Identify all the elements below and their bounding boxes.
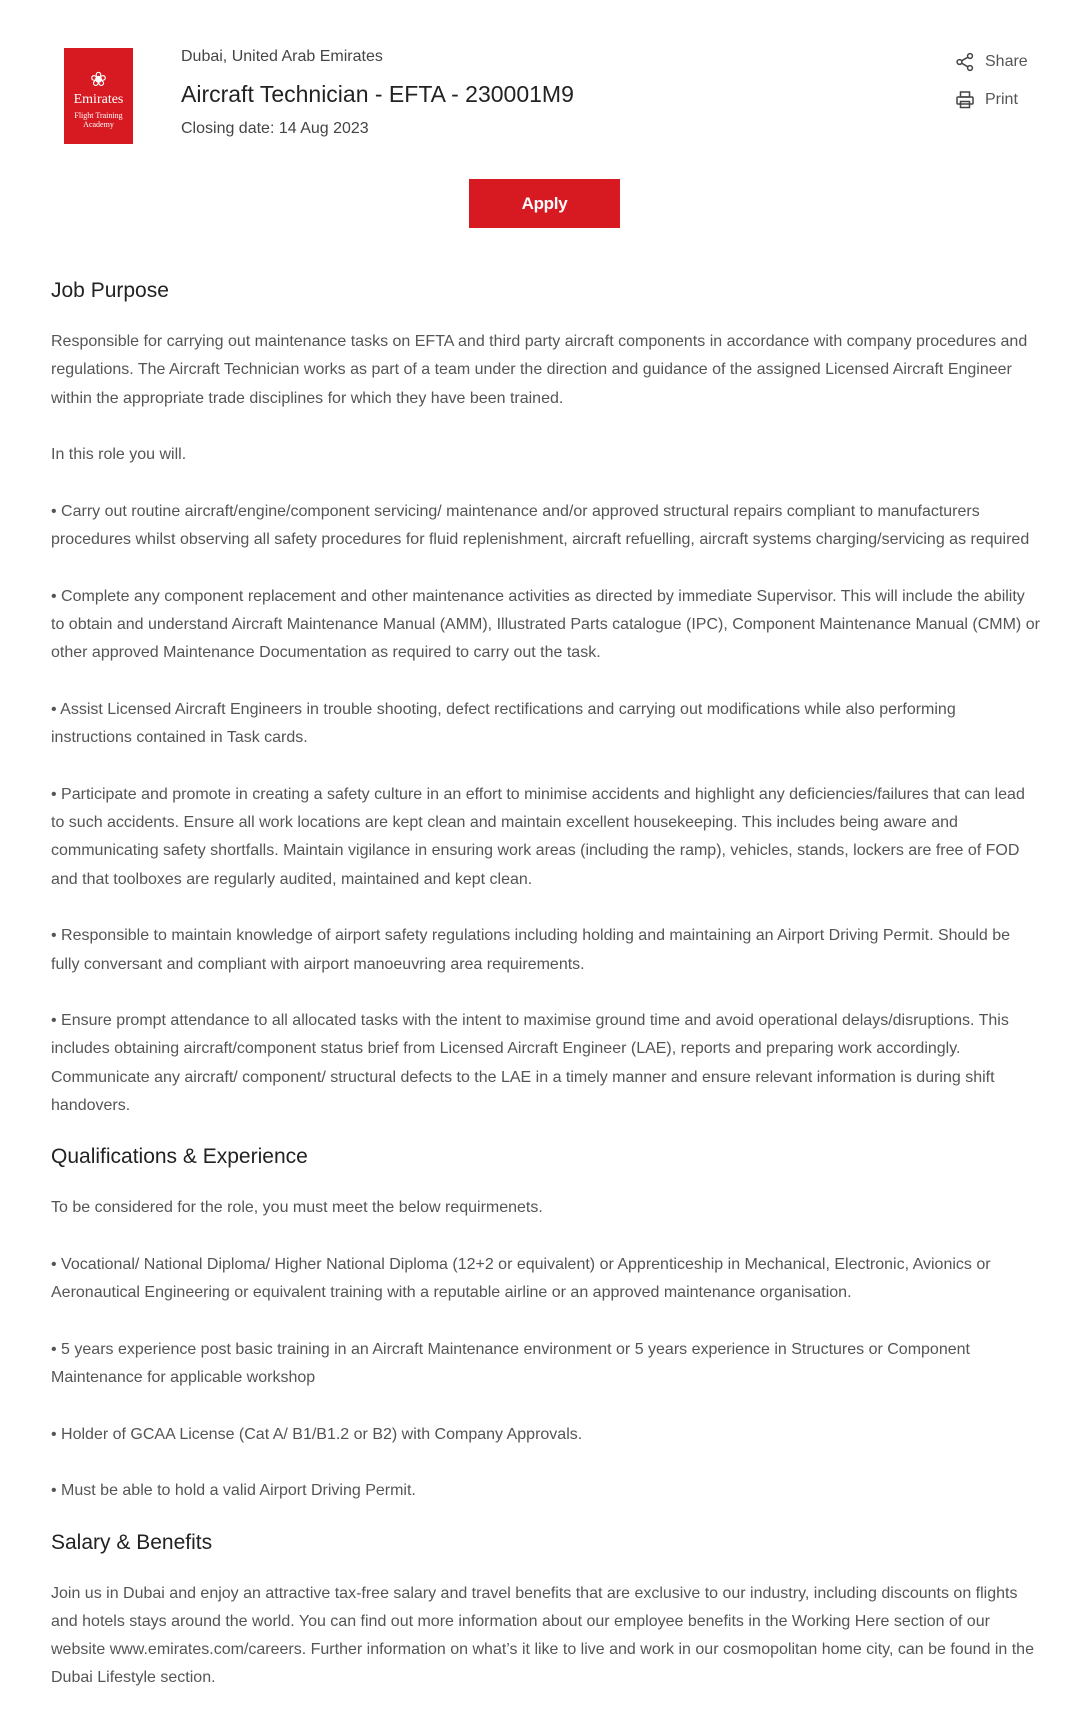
job-purpose-heading: Job Purpose (51, 279, 169, 302)
job-description (51, 270, 1041, 1693)
role-lead-text: In this role you will. (51, 446, 187, 464)
logo-sub-line2: Academy (83, 120, 114, 129)
qualification-item: • Holder of GCAA License (Cat A/ B1/B1.2 or B2) with Company Approvals. (51, 1425, 583, 1443)
salary-text: Join us in Dubai and enjoy an attractive tax-free salary and travel benefits that are exclusive to our industry, including discounts on flights and hotels stays around the world. You can find out more information about our employee benefits in the Working Here section of our website www.emirates.com/careers. Further information on what’s it like to live and work in our cosmopolitan home city, can be found in the Dubai Lifestyle section. (51, 1584, 1034, 1687)
qualification-item: • Vocational/ National Diploma/ Higher National Diploma (12+2 or equivalent) or Apprenticeship in Mechanical, Electronic, Avionics or Aeronautical Engineering or equivalent training with a reputable airline or an approved maintenance organisation. (51, 1255, 991, 1302)
logo-brand: Emirates (73, 92, 124, 107)
qualification-item: • 5 years experience post basic training in an Aircraft Maintenance environment or 5 years experience in Structures or Component Maintenance for applicable workshop (51, 1340, 970, 1387)
share-icon (955, 52, 975, 72)
responsibility-item: • Participate and promote in creating a safety culture in an effort to minimise accidents and highlight any deficiencies/failures that can lead to such accidents. Ensure all work locations are kept clean and maintain excellent housekeeping. This includes being aware and communicating safety shortfalls. Maintain vigilance in ensuring work areas (including the ramp), vehicles, stands, lockers are free of FOD and that toolboxes are regularly audited, maintained and kept clean. (51, 785, 1025, 888)
print-label: Print (985, 91, 1018, 108)
share-button[interactable] (955, 52, 1028, 72)
qualification-item: • Must be able to hold a valid Airport Driving Permit. (51, 1482, 416, 1500)
share-label: Share (985, 53, 1028, 70)
responsibility-item: • Carry out routine aircraft/engine/component servicing/ maintenance and/or approved structural repairs compliant to manufacturers procedures whilst observing all safety procedures for fluid replenishment, aircraft refuelling, aircraft systems charging/servicing as required (51, 502, 1030, 549)
logo-sub-line1: Flight Training (74, 111, 123, 120)
responsibility-item: • Complete any component replacement and other maintenance activities as directed by immediate Supervisor. This will include the ability to obtain and understand Aircraft Maintenance Manual (AMM), Illustrated Parts catalogue (IPC), Component Maintenance Manual (CMM) or other approved Maintenance Documentation as required to carry out the task. (51, 587, 1040, 662)
job-location: Dubai, United Arab Emirates (181, 48, 383, 65)
salary-heading: Salary & Benefits (51, 1530, 213, 1554)
job-title: Aircraft Technician - EFTA - 230001M9 (181, 81, 574, 107)
print-button[interactable] (955, 90, 1018, 110)
responsibility-item: • Assist Licensed Aircraft Engineers in trouble shooting, defect rectifications and carrying out modifications while also performing instructions contained in Task cards. (51, 700, 956, 747)
apply-button[interactable]: Apply (469, 179, 620, 228)
company-logo (64, 48, 133, 144)
qualifications-heading: Qualifications & Experience (51, 1145, 308, 1169)
qualifications-intro: To be considered for the role, you must meet the below requirmenets. (51, 1199, 543, 1217)
job-purpose-text: Responsible for carrying out maintenance tasks on EFTA and third party aircraft components in accordance with company procedures and regulations. The Aircraft Technician works as part of a team under the direction and guidance of the assigned Licensed Aircraft Engineer within the appropriate trade disciplines for which they have been trained. (51, 333, 1028, 407)
responsibility-item: • Ensure prompt attendance to all allocated tasks with the intent to maximise ground time and avoid operational delays/disruptions. This includes obtaining aircraft/component status brief from Licensed Aircraft Engineer (LAE), reports and preparing work accordingly. Communicate any aircraft/ component/ structural defects to the LAE in a timely manner and ensure relevant information is during shift handovers. (51, 1012, 1009, 1115)
closing-date: Closing date: 14 Aug 2023 (181, 120, 369, 137)
responsibility-item: • Responsible to maintain knowledge of airport safety regulations including holding and maintaining an Airport Driving Permit. Should be fully conversant and compliant with airport manoeuvring area requirements. (51, 927, 1011, 973)
logo-subtitle (64, 111, 133, 129)
printer-icon (955, 90, 975, 110)
emirates-seal-icon: ❀ (90, 67, 107, 91)
